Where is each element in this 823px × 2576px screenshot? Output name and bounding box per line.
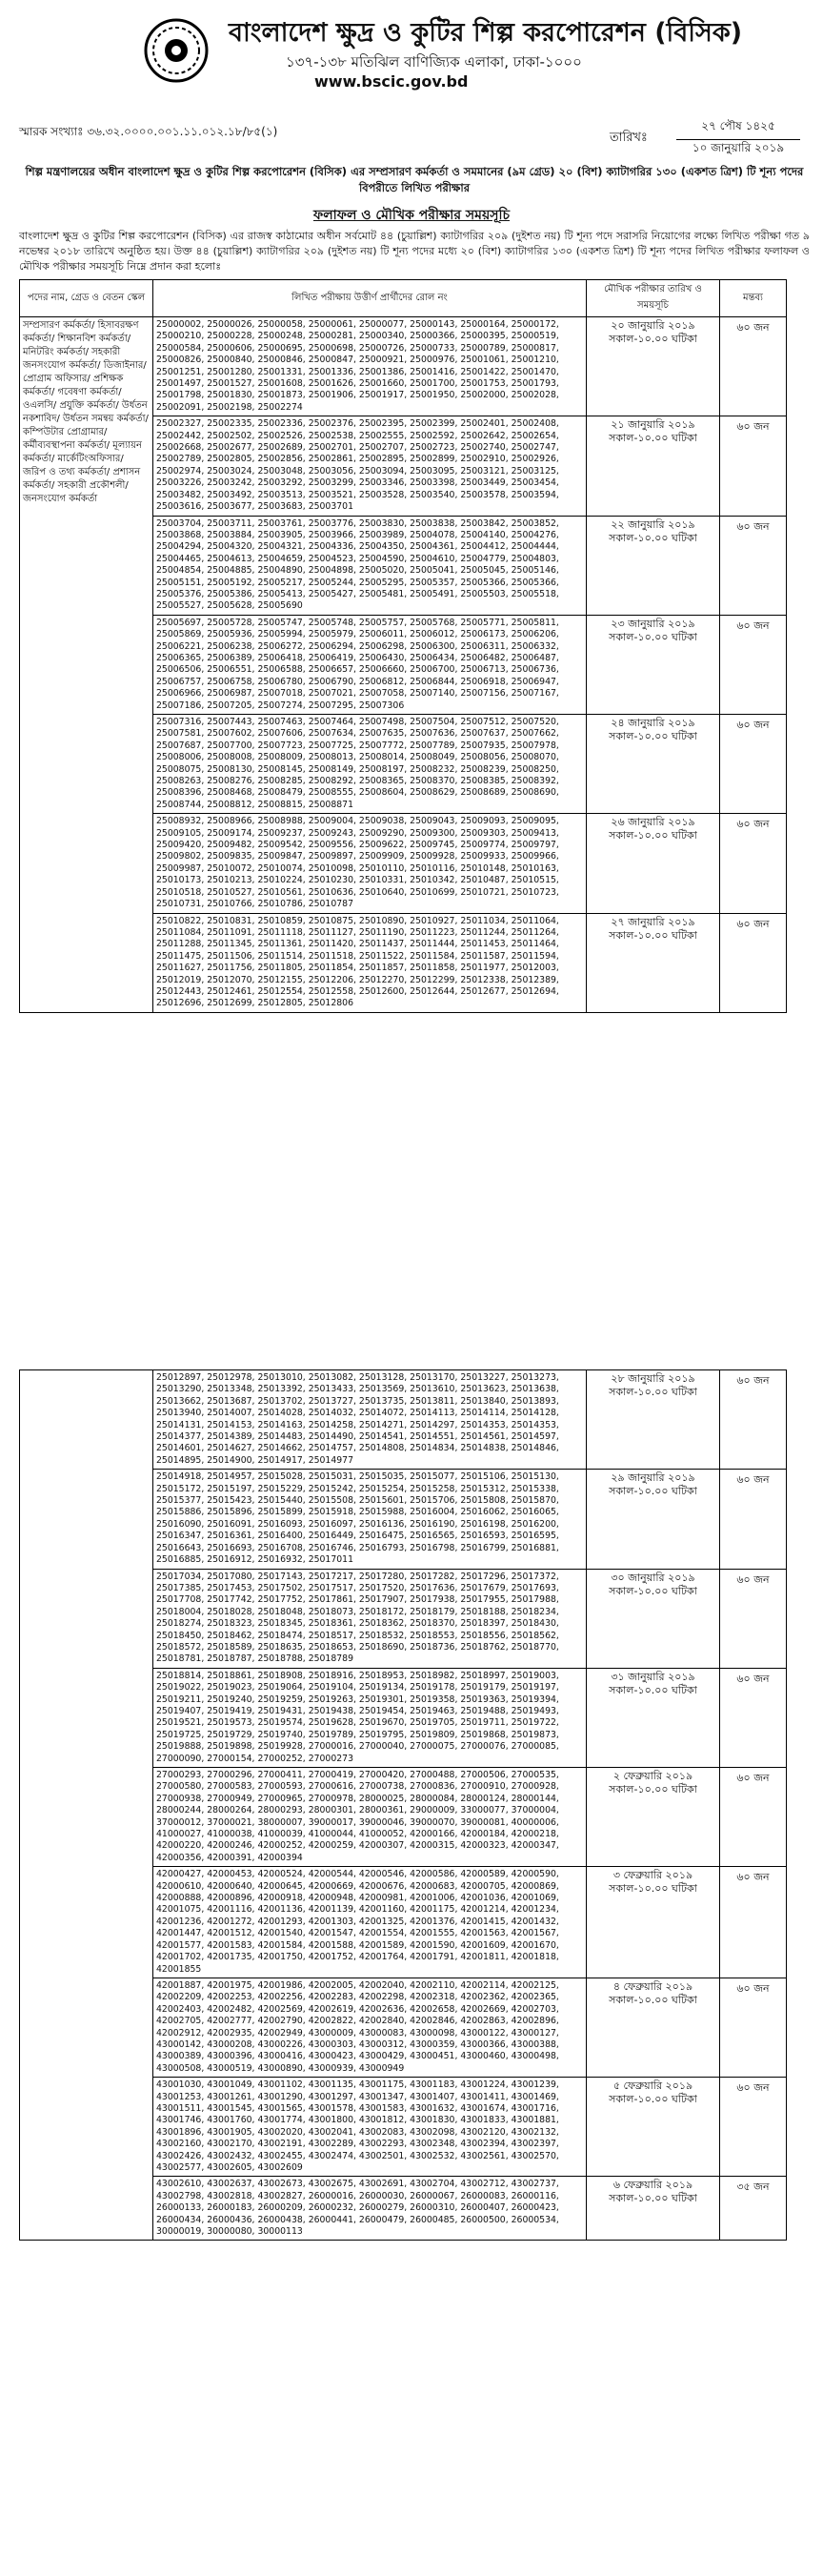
viva-schedule-cell (587, 2078, 720, 2177)
viva-time: সকাল-১০.০০ ঘটিকা (609, 730, 697, 742)
candidate-count-cell: ৬০ জন (720, 1668, 787, 1767)
candidate-count-cell: ৬০ জন (720, 1768, 787, 1867)
date-box (676, 116, 800, 159)
candidate-count-cell: ৬০ জন (720, 1867, 787, 1978)
memo-number (19, 124, 277, 143)
viva-schedule-cell (587, 715, 720, 814)
table-row (20, 1370, 787, 1470)
roll-numbers-cell: 27000293, 27000296, 27000411, 27000419, 27000420, 27000488, 27000506, 27000535, 27000580, 27000583, 27000593, 27000616, 27000738, 27000836, 27000910, 27000928, 27000938, 27000949, 27000965, 27000978, 28000025, 28000084, 28000124, 28000144, 28000244, 28000264, 28000293, 28000301, 28000361, 29000009, 33000077, 37000004, 37000012, 37000021, 38000007, 39000017, 39000046, 39000070, 39000081, 40000006, 41000027, 41000038, 41000039, 41000044, 41000052, 42000166, 42000184, 42000218, 42000220, 42000246, 42000252, 42000259, 42000307, 42000315, 42000323, 42000347, 42000356, 42000391, 42000394 (153, 1768, 587, 1867)
page-break (0, 1358, 823, 1369)
viva-time: সকাল-১০.০০ ঘটিকা (609, 928, 697, 942)
viva-time: সকাল-১০.০০ ঘটিকা (609, 630, 697, 643)
viva-date: ২৬ জানুয়ারি ২০১৯ (611, 816, 695, 829)
viva-time: সকাল-১০.০০ ঘটিকা (609, 1783, 697, 1795)
roll-numbers-cell: 25017034, 25017080, 25017143, 25017217, 25017280, 25017282, 25017296, 25017372, 25017385, 25017453, 25017502, 25017517, 25017520, 25017636, 25017679, 25017693, 25017708, 25017742, 25017752, 25017861, 25017907, 25017938, 25017955, 25017988, 25018004, 25018028, 25018048, 25018073, 25018172, 25018179, 25018188, 25018234, 25018274, 25018323, 25018345, 25018361, 25018362, 25018370, 25018397, 25018430, 25018450, 25018462, 25018474, 25018517, 25018532, 25018553, 25018556, 25018562, 25018572, 25018589, 25018635, 25018653, 25018690, 25018736, 25018762, 25018770, 25018781, 25018787, 25018788, 25018789 (153, 1569, 587, 1668)
viva-date: ২৭ জানুয়ারি ২০১৯ (611, 915, 695, 928)
table-header-row (20, 280, 787, 317)
viva-schedule-cell (587, 615, 720, 714)
viva-date: ২৩ জানুয়ারি ২০১৯ (611, 617, 695, 630)
viva-schedule-cell (587, 1668, 720, 1767)
date-english: ১০ জানুয়ারি ২০১৯ (692, 141, 785, 154)
col-header-rolls: লিখিত পরীক্ষায় উত্তীর্ণ প্রার্থীদের রোল নং (153, 280, 587, 317)
viva-time: সকাল-১০.০০ ঘটিকা (609, 1386, 697, 1398)
roll-numbers-cell: 43002610, 43002637, 43002673, 43002675, 43002691, 43002704, 43002712, 43002737, 43002798, 43002818, 43002827, 26000016, 26000030, 26000067, 26000083, 26000116, 26000133, 26000183, 26000209, 26000232, 26000279, 26000310, 26000407, 26000423, 26000434, 26000436, 26000438, 26000441, 26000479, 26000485, 26000500, 26000534, 30000019, 30000080, 30000113 (153, 2177, 587, 2241)
date-bangla: ২৭ পৌষ ১৪২৫ (676, 116, 800, 140)
viva-time: সকাল-১০.০০ ঘটিকা (609, 432, 697, 445)
candidate-count-cell: ৬০ জন (720, 1370, 787, 1470)
memo-value: ৩৬.৩২.০০০০.০০১.১১.০১২.১৮/৮৫(১) (87, 125, 278, 138)
org-address: ১৩৭-১৩৮ মতিঝিল বাণিজ্যিক এলাকা, ঢাকা-১০০০ (286, 53, 582, 71)
org-title: বাংলাদেশ ক্ষুদ্র ও কুটির শিল্প করপোরেশন (বিসিক) (229, 18, 743, 48)
viva-time: সকাল-১০.০০ ঘটিকা (609, 1993, 697, 2006)
col-header-schedule: মৌখিক পরীক্ষার তারিখ ও সময়সূচি (587, 280, 720, 317)
roll-numbers-cell: 42000427, 42000453, 42000524, 42000544, 42000546, 42000586, 42000589, 42000590, 42000610, 42000640, 42000645, 42000669, 42000676, 42000683, 42000705, 42000869, 42000888, 42000896, 42000918, 42000948, 42000981, 42001006, 42001036, 42001069, 42001075, 42001116, 42001136, 42001139, 42001160, 42001175, 42001214, 42001234, 42001236, 42001272, 42001293, 42001303, 42001325, 42001376, 42001415, 42001432, 42001447, 42001512, 42001540, 42001547, 42001554, 42001555, 42001563, 42001567, 42001577, 42001583, 42001584, 42001588, 42001589, 42001590, 42001609, 42001670, 42001702, 42001735, 42001750, 42001752, 42001764, 42001791, 42001811, 42001818, 42001855 (153, 1867, 587, 1978)
candidate-count-cell: ৬০ জন (720, 416, 787, 516)
col-header-remarks: মন্তব্য (720, 280, 787, 317)
viva-schedule-cell (587, 2177, 720, 2241)
post-names-cell (20, 1370, 153, 2241)
results-table-page1 (19, 279, 787, 1013)
viva-time: সকাল-১০.০০ ঘটিকা (609, 333, 697, 345)
memo-label: স্মারক সংখ্যাঃ (19, 125, 84, 138)
viva-time: সকাল-১০.০০ ঘটিকা (609, 2093, 697, 2106)
roll-numbers-cell: 25005697, 25005728, 25005747, 25005748, 25005757, 25005768, 25005771, 25005811, 25005869, 25005936, 25005994, 25005979, 25006011, 25006012, 25006173, 25006206, 25006221, 25006238, 25006272, 25006294, 25006298, 25006300, 25006311, 25006332, 25006365, 25006389, 25006418, 25006419, 25006430, 25006434, 25006482, 25006487, 25006506, 25006551, 25006588, 25006657, 25006660, 25006700, 25006713, 25006736, 25006757, 25006758, 25006780, 25006790, 25006812, 25006844, 25006918, 25006947, 25006966, 25006987, 25007018, 25007021, 25007058, 25007140, 25007156, 25007167, 25007186, 25007205, 25007274, 25007295, 25007306 (153, 615, 587, 714)
roll-numbers-cell: 25008932, 25008966, 25008988, 25009004, 25009038, 25009043, 25009093, 25009095, 25009105, 25009174, 25009237, 25009243, 25009290, 25009300, 25009303, 25009413, 25009420, 25009482, 25009542, 25009556, 25009622, 25009745, 25009774, 25009797, 25009802, 25009835, 25009847, 25009897, 25009909, 25009928, 25009933, 25009966, 25009987, 25010072, 25010074, 25010098, 25010110, 25010116, 25010148, 25010163, 25010173, 25010213, 25010224, 25010230, 25010331, 25010342, 25010487, 25010515, 25010518, 25010527, 25010561, 25010636, 25010640, 25010699, 25010721, 25010723, 25010731, 25010766, 25010786, 25010787 (153, 814, 587, 913)
letterhead (0, 0, 823, 114)
viva-schedule-cell (587, 1978, 720, 2077)
roll-numbers-cell: 43001030, 43001049, 43001102, 43001135, 43001175, 43001183, 43001224, 43001239, 43001253, 43001261, 43001290, 43001297, 43001347, 43001407, 43001411, 43001469, 43001511, 43001545, 43001565, 43001578, 43001583, 43001632, 43001674, 43001716, 43001746, 43001760, 43001774, 43001800, 43001812, 43001830, 43001833, 43001881, 43001896, 43001905, 43002020, 43002041, 43002083, 43002098, 43002120, 43002132, 43002160, 43002170, 43002191, 43002289, 43002293, 43002348, 43002394, 43002397, 43002426, 43002432, 43002455, 43002474, 43002501, 43002532, 43002561, 43002570, 43002577, 43002605, 43002609 (153, 2078, 587, 2177)
viva-date: ২৪ জানুয়ারি ২০১৯ (611, 717, 695, 729)
viva-date: ২১ জানুয়ারি ২০১৯ (611, 418, 695, 432)
viva-schedule-cell (587, 317, 720, 416)
viva-date: ২৯ জানুয়ারি ২০১৯ (611, 1471, 695, 1485)
viva-schedule-cell (587, 913, 720, 1012)
viva-time: সকাল-১০.০০ ঘটিকা (609, 1584, 697, 1597)
table-row (20, 317, 787, 416)
viva-time: সকাল-১০.০০ ঘটিকা (609, 1882, 697, 1896)
viva-schedule-cell (587, 1768, 720, 1867)
viva-schedule-cell (587, 1370, 720, 1470)
viva-time: সকাল-১০.০০ ঘটিকা (609, 531, 697, 544)
viva-schedule-cell (587, 1867, 720, 1978)
candidate-count-cell: ৩৫ জন (720, 2177, 787, 2241)
viva-date: ৬ ফেব্রুয়ারি ২০১৯ (612, 2179, 693, 2192)
viva-time: সকাল-১০.০০ ঘটিকা (609, 1485, 697, 1498)
viva-time: সকাল-১০.০০ ঘটিকা (609, 1683, 697, 1696)
org-website[interactable]: www.bscic.gov.bd (314, 72, 469, 91)
col-header-post: পদের নাম, গ্রেড ও বেতন স্কেল (20, 280, 153, 317)
candidate-count-cell: ৬০ জন (720, 715, 787, 814)
viva-schedule-cell (587, 516, 720, 615)
date-label: তারিখঃ (610, 131, 648, 145)
roll-numbers-cell: 25000002, 25000026, 25000058, 25000061, 25000077, 25000143, 25000164, 25000172, 25000210, 25000228, 25000248, 25000281, 25000340, 25000366, 25000395, 25000519, 25000584, 25000606, 25000695, 25000698, 25000726, 25000733, 25000789, 25000817, 25000826, 25000840, 25000846, 25000847, 25000921, 25000976, 25001061, 25001210, 25001251, 25001280, 25001331, 25001336, 25001386, 25001416, 25001422, 25001470, 25001497, 25001527, 25001608, 25001626, 25001660, 25001700, 25001753, 25001793, 25001798, 25001830, 25001873, 25001906, 25001917, 25001950, 25002000, 25002028, 25002091, 25002198, 25002274 (153, 317, 587, 416)
roll-numbers-cell: 25014918, 25014957, 25015028, 25015031, 25015035, 25015077, 25015106, 25015130, 25015172, 25015197, 25015229, 25015242, 25015254, 25015258, 25015312, 25015338, 25015377, 25015423, 25015440, 25015508, 25015601, 25015706, 25015808, 25015870, 25015886, 25015896, 25015899, 25015918, 25015988, 25016004, 25016062, 25016065, 25016090, 25016091, 25016093, 25016097, 25016136, 25016190, 25016198, 25016200, 25016347, 25016361, 25016400, 25016449, 25016475, 25016565, 25016593, 25016595, 25016643, 25016693, 25016708, 25016746, 25016793, 25016798, 25016799, 25016881, 25016885, 25016912, 25016932, 25017011 (153, 1470, 587, 1569)
viva-date: ৩১ জানুয়ারি ২০১৯ (611, 1670, 695, 1683)
candidate-count-cell: ৬০ জন (720, 615, 787, 714)
viva-date: ২৮ জানুয়ারি ২০১৯ (611, 1372, 695, 1385)
roll-numbers-cell: 25007316, 25007443, 25007463, 25007464, 25007498, 25007504, 25007512, 25007520, 25007581, 25007602, 25007606, 25007634, 25007635, 25007636, 25007637, 25007662, 25007687, 25007700, 25007723, 25007725, 25007772, 25007789, 25007935, 25007978, 25008006, 25008008, 25008009, 25008013, 25008014, 25008049, 25008056, 25008070, 25008075, 25008130, 25008145, 25008149, 25008197, 25008232, 25008239, 25008250, 25008263, 25008276, 25008285, 25008292, 25008365, 25008370, 25008385, 25008392, 25008396, 25008468, 25008479, 25008555, 25008604, 25008629, 25008689, 25008690, 25008744, 25008812, 25008815, 25008871 (153, 715, 587, 814)
candidate-count-cell: ৬০ জন (720, 913, 787, 1012)
candidate-count-cell: ৬০ জন (720, 1569, 787, 1668)
viva-date: ৩ ফেব্রুয়ারি ২০১৯ (612, 1869, 693, 1882)
viva-date: ২২ জানুয়ারি ২০১৯ (611, 517, 695, 531)
roll-numbers-cell: 25003704, 25003711, 25003761, 25003776, 25003830, 25003838, 25003842, 25003852, 25003868, 25003884, 25003905, 25003966, 25003989, 25004078, 25004140, 25004276, 25004294, 25004320, 25004321, 25004336, 25004350, 25004361, 25004412, 25004444, 25004465, 25004613, 25004659, 25004523, 25004590, 25004610, 25004779, 25004803, 25004854, 25004885, 25004890, 25004898, 25005020, 25005041, 25005045, 25005146, 25005151, 25005192, 25005217, 25005244, 25005295, 25005357, 25005366, 25005366, 25005376, 25005386, 25005413, 25005427, 25005481, 25005491, 25005503, 25005518, 25005527, 25005628, 25005690 (153, 516, 587, 615)
candidate-count-cell: ৬০ জন (720, 1978, 787, 2077)
viva-time: সকাল-১০.০০ ঘটিকা (609, 829, 697, 842)
roll-numbers-cell: 25002327, 25002335, 25002336, 25002376, 25002395, 25002399, 25002401, 25002408, 25002442, 25002502, 25002526, 25002538, 25002555, 25002592, 25002642, 25002654, 25002668, 25002677, 25002689, 25002701, 25002707, 25002723, 25002740, 25002747, 25002789, 25002805, 25002856, 25002861, 25002895, 25002899, 25002910, 25002926, 25002974, 25003024, 25003048, 25003056, 25003094, 25003095, 25003121, 25003125, 25003226, 25003242, 25003292, 25003299, 25003346, 25003398, 25003449, 25003454, 25003482, 25003492, 25003513, 25003521, 25003528, 25003540, 25003578, 25003594, 25003616, 25003677, 25003683, 25003701 (153, 416, 587, 516)
viva-date: ৪ ফেব্রুয়ারি ২০১৯ (612, 1979, 693, 1993)
candidate-count-cell: ৬০ জন (720, 317, 787, 416)
viva-date: ২০ জানুয়ারি ২০১৯ (611, 319, 695, 332)
candidate-count-cell: ৬০ জন (720, 2078, 787, 2177)
roll-numbers-cell: 25018814, 25018861, 25018908, 25018916, 25018953, 25018982, 25018997, 25019003, 25019022, 25019023, 25019064, 25019104, 25019134, 25019178, 25019179, 25019197, 25019211, 25019240, 25019259, 25019263, 25019301, 25019358, 25019363, 25019394, 25019407, 25019419, 25019431, 25019438, 25019454, 25019463, 25019488, 25019493, 25019521, 25019573, 25019574, 25019628, 25019670, 25019705, 25019711, 25019722, 25019725, 25019729, 25019740, 25019789, 25019795, 25019809, 25019868, 25019873, 25019888, 25019898, 25019928, 27000016, 27000040, 27000075, 27000076, 27000085, 27000090, 27000154, 27000252, 27000273 (153, 1668, 587, 1767)
viva-time: সকাল-১০.০০ ঘটিকা (609, 2192, 697, 2205)
viva-date: ৩০ জানুয়ারি ২০১৯ (611, 1571, 695, 1584)
viva-schedule-cell (587, 814, 720, 913)
roll-numbers-cell: 42001887, 42001975, 42001986, 42002005, 42002040, 42002110, 42002114, 42002125, 42002209, 42002253, 42002256, 42002283, 42002298, 42002318, 42002362, 42002365, 42002403, 42002482, 42002569, 42002619, 42002636, 42002658, 42002669, 42002703, 42002705, 42002777, 42002790, 42002822, 42002840, 42002846, 42002863, 42002896, 42002912, 42002935, 42002949, 43000009, 43000083, 43000098, 43000122, 43000127, 43000142, 43000208, 43000226, 43000303, 43000312, 43000359, 43000366, 43000388, 43000389, 43000396, 43000416, 43000423, 43000429, 43000451, 43000460, 43000498, 43000508, 43000519, 43000890, 43000939, 43000949 (153, 1978, 587, 2077)
viva-schedule-cell (587, 416, 720, 516)
viva-schedule-cell (587, 1470, 720, 1569)
bscic-logo-icon (143, 17, 210, 84)
roll-numbers-cell: 25012897, 25012978, 25013010, 25013082, 25013128, 25013170, 25013227, 25013273, 25013290, 25013348, 25013392, 25013433, 25013569, 25013610, 25013623, 25013638, 25013662, 25013687, 25013702, 25013727, 25013735, 25013811, 25013840, 25013893, 25013940, 25014007, 25014028, 25014032, 25014072, 25014113, 25014114, 25014128, 25014131, 25014153, 25014163, 25014258, 25014271, 25014297, 25014353, 25014353, 25014377, 25014389, 25014483, 25014490, 25014541, 25014551, 25014561, 25014597, 25014601, 25014627, 25014662, 25014757, 25014808, 25014834, 25014838, 25014846, 25014895, 25014900, 25014917, 25014977 (153, 1370, 587, 1470)
section-title: ফলাফল ও মৌখিক পরীক্ষার সময়সূচি (312, 208, 511, 223)
results-table-page2 (19, 1369, 787, 2241)
candidate-count-cell: ৬০ জন (720, 1470, 787, 1569)
roll-numbers-cell: 25010822, 25010831, 25010859, 25010875, 25010890, 25010927, 25011034, 25011064, 25011084, 25011091, 25011118, 25011127, 25011190, 25011223, 25011244, 25011264, 25011288, 25011345, 25011361, 25011420, 25011437, 25011444, 25011453, 25011464, 25011475, 25011506, 25011514, 25011518, 25011522, 25011584, 25011587, 25011594, 25011627, 25011756, 25011805, 25011854, 25011857, 25011858, 25011977, 25012003, 25012019, 25012070, 25012155, 25012206, 25012270, 25012299, 25012338, 25012389, 25012443, 25012461, 25012554, 25012558, 25012600, 25012644, 25012677, 25012694, 25012696, 25012699, 25012805, 25012806 (153, 913, 587, 1012)
intro-text: শিল্প মন্ত্রণালয়ের অধীন বাংলাদেশ ক্ষুদ্র ও কুটির শিল্প করপোরেশন (বিসিক) এর সম্প্রসারণ কর্মকর্তা ও সমমানের (৯ম গ্রেড) ২০ (বিশ) ক্যাটাগরির ১৩০ (একশত ত্রিশ) টি শূন্য পদের বিপরীতে লিখিত পরীক্ষার (25, 165, 804, 194)
post-names-cell: সম্প্রসারণ কর্মকর্তা/ হিসাবরক্ষণ কর্মকর্তা/ শিক্ষানবিশ কর্মকর্তা/ মনিটরিং কর্মকর্তা/ সহকারী জনসংযোগ কর্মকর্তা/ ডিজাইনার/ প্রোগ্রাম অফিসার/ প্রশিক্ষক কর্মকর্তা/ গবেষণা কর্মকর্তা/ ওএলসি/ প্রযুক্তি কর্মকর্তা/ উর্ধতন নকশাবিদ/ উর্ধতন সমন্বয় কর্মকর্তা/ কম্পিউটার প্রোগ্রামার/ কর্মীব্যবস্থাপনা কর্মকর্তা/ মূল্যায়ন কর্মকর্তা/ মার্কেটিংঅফিসার/ জরিপ ও তথ্য কর্মকর্তা/ প্রশাসন কর্মকর্তা/ সহকারী প্রকৌশলী/ জনসংযোগ কর্মকর্তা (20, 317, 153, 1013)
body-text: বাংলাদেশ ক্ষুদ্র ও কুটির শিল্প করপোরেশন (বিসিক) এর রাজস্ব কাঠামোর অধীন সর্বমোট ৪৪ (চুয়াল্লিশ) ক্যাটাগরির ২০৯ (দুইশত নয়) টি শূন্য পদে সরাসরি নিয়োগের লক্ষ্যে লিখিত পরীক্ষা গত ৯ নভেম্বর ২০১৮ তারিখে অনুষ্ঠিত হয়। উক্ত ৪৪ (চুয়াল্লিশ) ক্যাটাগরির ২০৯ (দুইশত নয়) টি শূন্য পদের মধ্যে ২০ (বিশ) ক্যাটাগরির ১৩০ (একশত ত্রিশ) টি শূন্য পদের লিখিত পরীক্ষার ফলাফল ও মৌখিক পরীক্ষার সময়সূচি নিম্নে প্রদান করা হলোঃ (19, 230, 810, 273)
viva-schedule-cell (587, 1569, 720, 1668)
viva-date: ৫ ফেব্রুয়ারি ২০১৯ (612, 2079, 693, 2093)
candidate-count-cell: ৬০ জন (720, 814, 787, 913)
candidate-count-cell: ৬০ জন (720, 516, 787, 615)
viva-date: ২ ফেব্রুয়ারি ২০১৯ (612, 1770, 693, 1782)
